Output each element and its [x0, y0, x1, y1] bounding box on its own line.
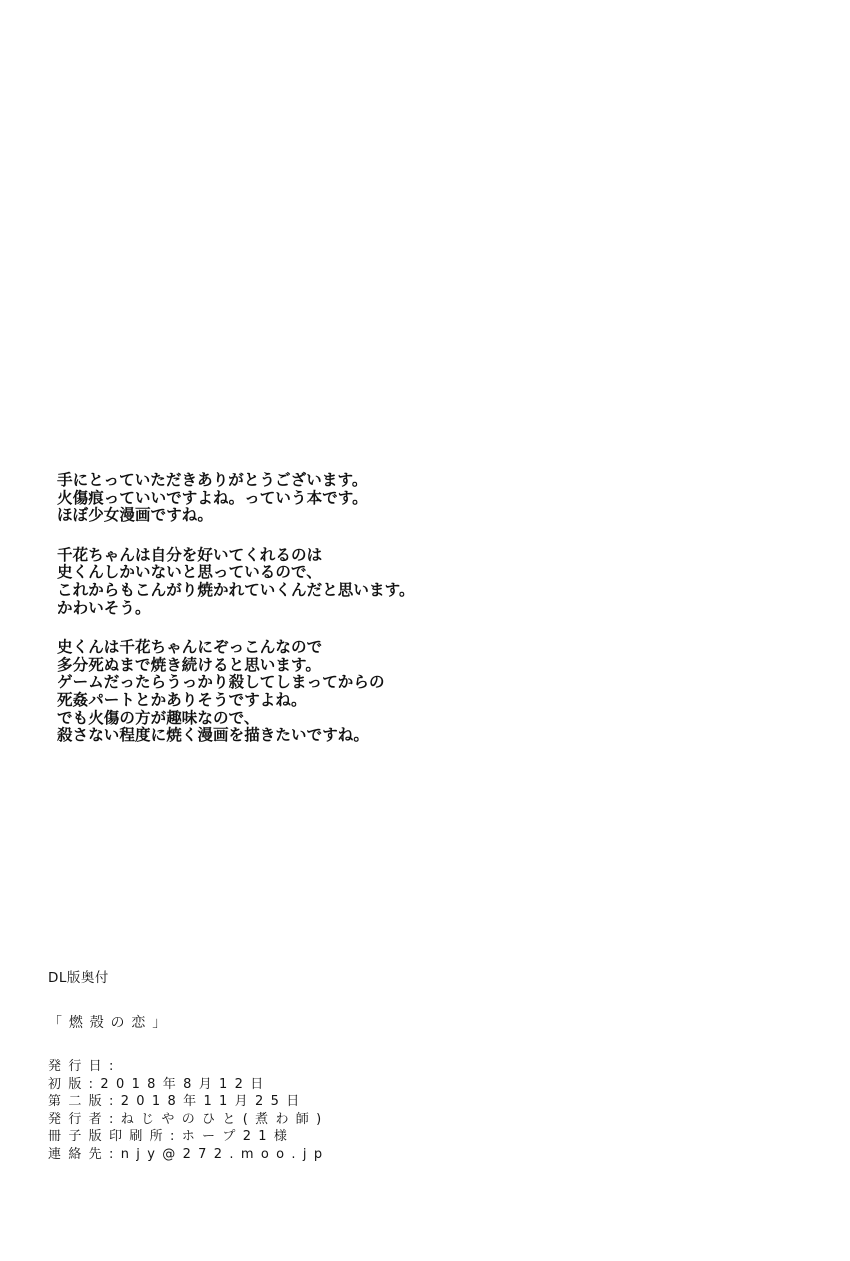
imprint-line: 発 行 者 : ね じ や の ひ と ( 煮 わ 師 ) — [48, 1111, 323, 1127]
afterword-line: 殺さない程度に焼く漫画を描きたいですね。 — [57, 726, 370, 745]
afterword-paragraph — [57, 472, 697, 525]
imprint-line: 第 二 版 : 2 0 1 8 年 1 1 月 2 5 日 — [48, 1094, 301, 1110]
afterword-line: ゲームだったらうっかり殺してしまってからの — [57, 673, 385, 692]
imprint-line: 冊 子 版 印 刷 所 : ホ ー プ 2 1 様 — [48, 1129, 289, 1145]
afterword-line: ほぼ少女漫画ですね。 — [57, 506, 214, 525]
afterword-paragraph — [57, 639, 697, 745]
afterword-line: 死姦パートとかありそうですよね。 — [57, 690, 307, 709]
afterword-paragraph — [57, 547, 697, 617]
afterword-line: 手にとっていただきありがとうございます。 — [57, 471, 368, 489]
imprint-details — [48, 1058, 648, 1164]
afterword-line: でも火傷の方が趣味なので、 — [57, 708, 260, 727]
imprint-line: 初 版 : 2 0 1 8 年 8 月 1 2 日 — [48, 1076, 265, 1092]
work-title: 「 燃 殻 の 恋 」 — [48, 1015, 168, 1031]
imprint-line: 発 行 日 : — [48, 1059, 115, 1074]
afterword-line: 千花ちゃんは自分を好いてくれるのは — [57, 545, 323, 564]
afterword-line: 史くんしかいないと思っているので、 — [57, 563, 322, 582]
afterword-line: 史くんは千花ちゃんにぞっこんなので — [57, 638, 323, 657]
afterword-line: これからもこんがり焼かれていくんだと思います。 — [57, 580, 415, 599]
afterword-line: かわいそう。 — [57, 598, 151, 617]
dl-edition-label: DL版奥付 — [48, 970, 109, 986]
afterword-line: 多分死ぬまで焼き続けると思います。 — [57, 655, 321, 674]
imprint-line: 連 絡 先 : n j y @ 2 7 2 . m o o . j p — [48, 1146, 324, 1162]
colophon-block — [48, 970, 648, 1164]
afterword-text — [57, 472, 697, 745]
afterword-line: 火傷痕っていいですよね。っていう本です。 — [57, 488, 368, 507]
